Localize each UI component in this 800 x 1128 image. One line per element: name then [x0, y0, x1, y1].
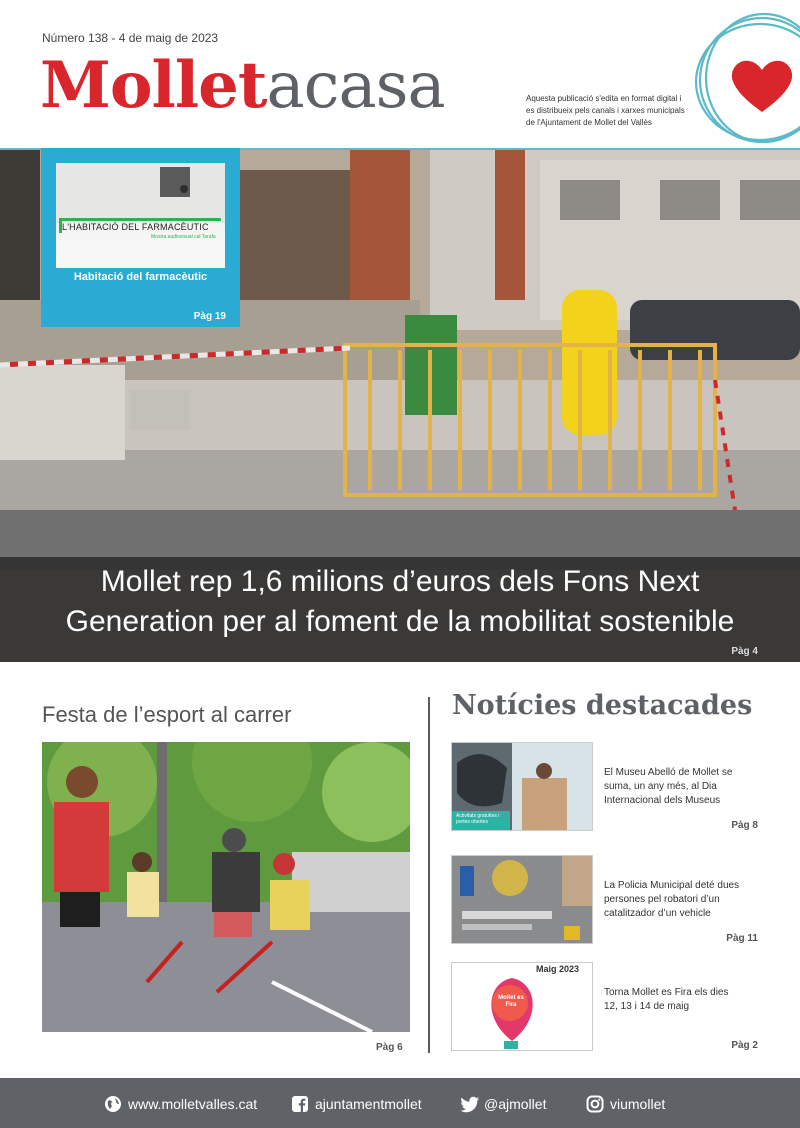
news-page-ref: Pàg 2: [731, 1040, 758, 1051]
news-text: Torna Mollet es Fira els dies 12, 13 i 14 de maig: [604, 987, 729, 1012]
news-item[interactable]: [451, 962, 761, 1067]
column-divider: [428, 697, 430, 1053]
news-thumb: [451, 962, 593, 1051]
footer-facebook-link[interactable]: [291, 1095, 422, 1113]
news-thumb-brand: Mollet es Fira: [498, 995, 524, 1008]
news-thumb-title: Maig 2023: [536, 964, 580, 974]
instagram-icon: [586, 1095, 604, 1113]
facebook-icon: [291, 1095, 309, 1113]
news-text: El Museu Abelló de Mollet se suma, un any més, al Dia Internacional dels Museus: [604, 767, 733, 806]
heart-icon: [732, 61, 792, 112]
footer-instagram-text: viumollet: [610, 1096, 666, 1112]
heart-logo: [694, 0, 800, 160]
news-page-ref: Pàg 8: [731, 820, 758, 831]
footer-web-text: www.molletvalles.cat: [128, 1096, 258, 1112]
promo-image-caption: L'HABITACIÓ DEL FARMACÈUTIC: [62, 222, 209, 232]
promo-title: Habitació del farmacèutic: [73, 271, 208, 283]
footer-facebook-text: ajuntamentmollet: [315, 1096, 422, 1112]
footer-instagram-link[interactable]: [586, 1095, 665, 1113]
promo-image: [56, 163, 225, 268]
footer-web-link[interactable]: [104, 1095, 257, 1113]
footer-twitter-text: @ajmollet: [484, 1096, 547, 1112]
globe-icon: [104, 1095, 122, 1113]
news-thumb: [451, 855, 593, 944]
news-thumb: [451, 742, 593, 831]
news-item[interactable]: [451, 742, 761, 847]
tagline: Aquesta publicació s'edita en format digital i es distribueix pels canals i xarxes municipals de l'Ajuntament de Mollet del Vallès: [526, 94, 685, 127]
issue-line: Número 138 - 4 de maig de 2023: [42, 31, 219, 45]
feature-title[interactable]: Festa de l’esport al carrer: [42, 702, 292, 727]
news-item[interactable]: [451, 855, 761, 960]
twitter-icon: [460, 1095, 478, 1113]
hero-page-ref: Pàg 4: [731, 646, 758, 657]
promo-image-subcaption: Mostra audiovisual cal Tarafa: [151, 234, 216, 240]
news-text: La Policia Municipal deté dues persones pel robatori d’un catalitzador d’un vehicle: [604, 880, 740, 919]
promo-page-ref: Pàg 19: [193, 311, 226, 322]
footer-twitter-link[interactable]: [460, 1095, 546, 1113]
masthead-light: acasa: [266, 49, 445, 123]
masthead-bold: Mollet: [40, 48, 267, 123]
hero-headline-line2: Generation per al foment de la mobilitat sostenible: [65, 605, 735, 638]
news-thumb-caption: Activitats gratuïtes i portes obertes: [456, 813, 500, 825]
news-heading: Notícies destacades: [452, 690, 753, 721]
feature-page-ref: Pàg 6: [376, 1042, 403, 1053]
hero-headline-line1: Mollet rep 1,6 milions d’euros dels Fons Next: [100, 565, 700, 598]
hero-headline[interactable]: [0, 562, 800, 642]
masthead-logo[interactable]: [40, 48, 445, 123]
feature-image[interactable]: [42, 742, 410, 1032]
promo-card[interactable]: [41, 148, 240, 327]
news-page-ref: Pàg 11: [726, 933, 758, 944]
footer-bar: [0, 1078, 800, 1128]
